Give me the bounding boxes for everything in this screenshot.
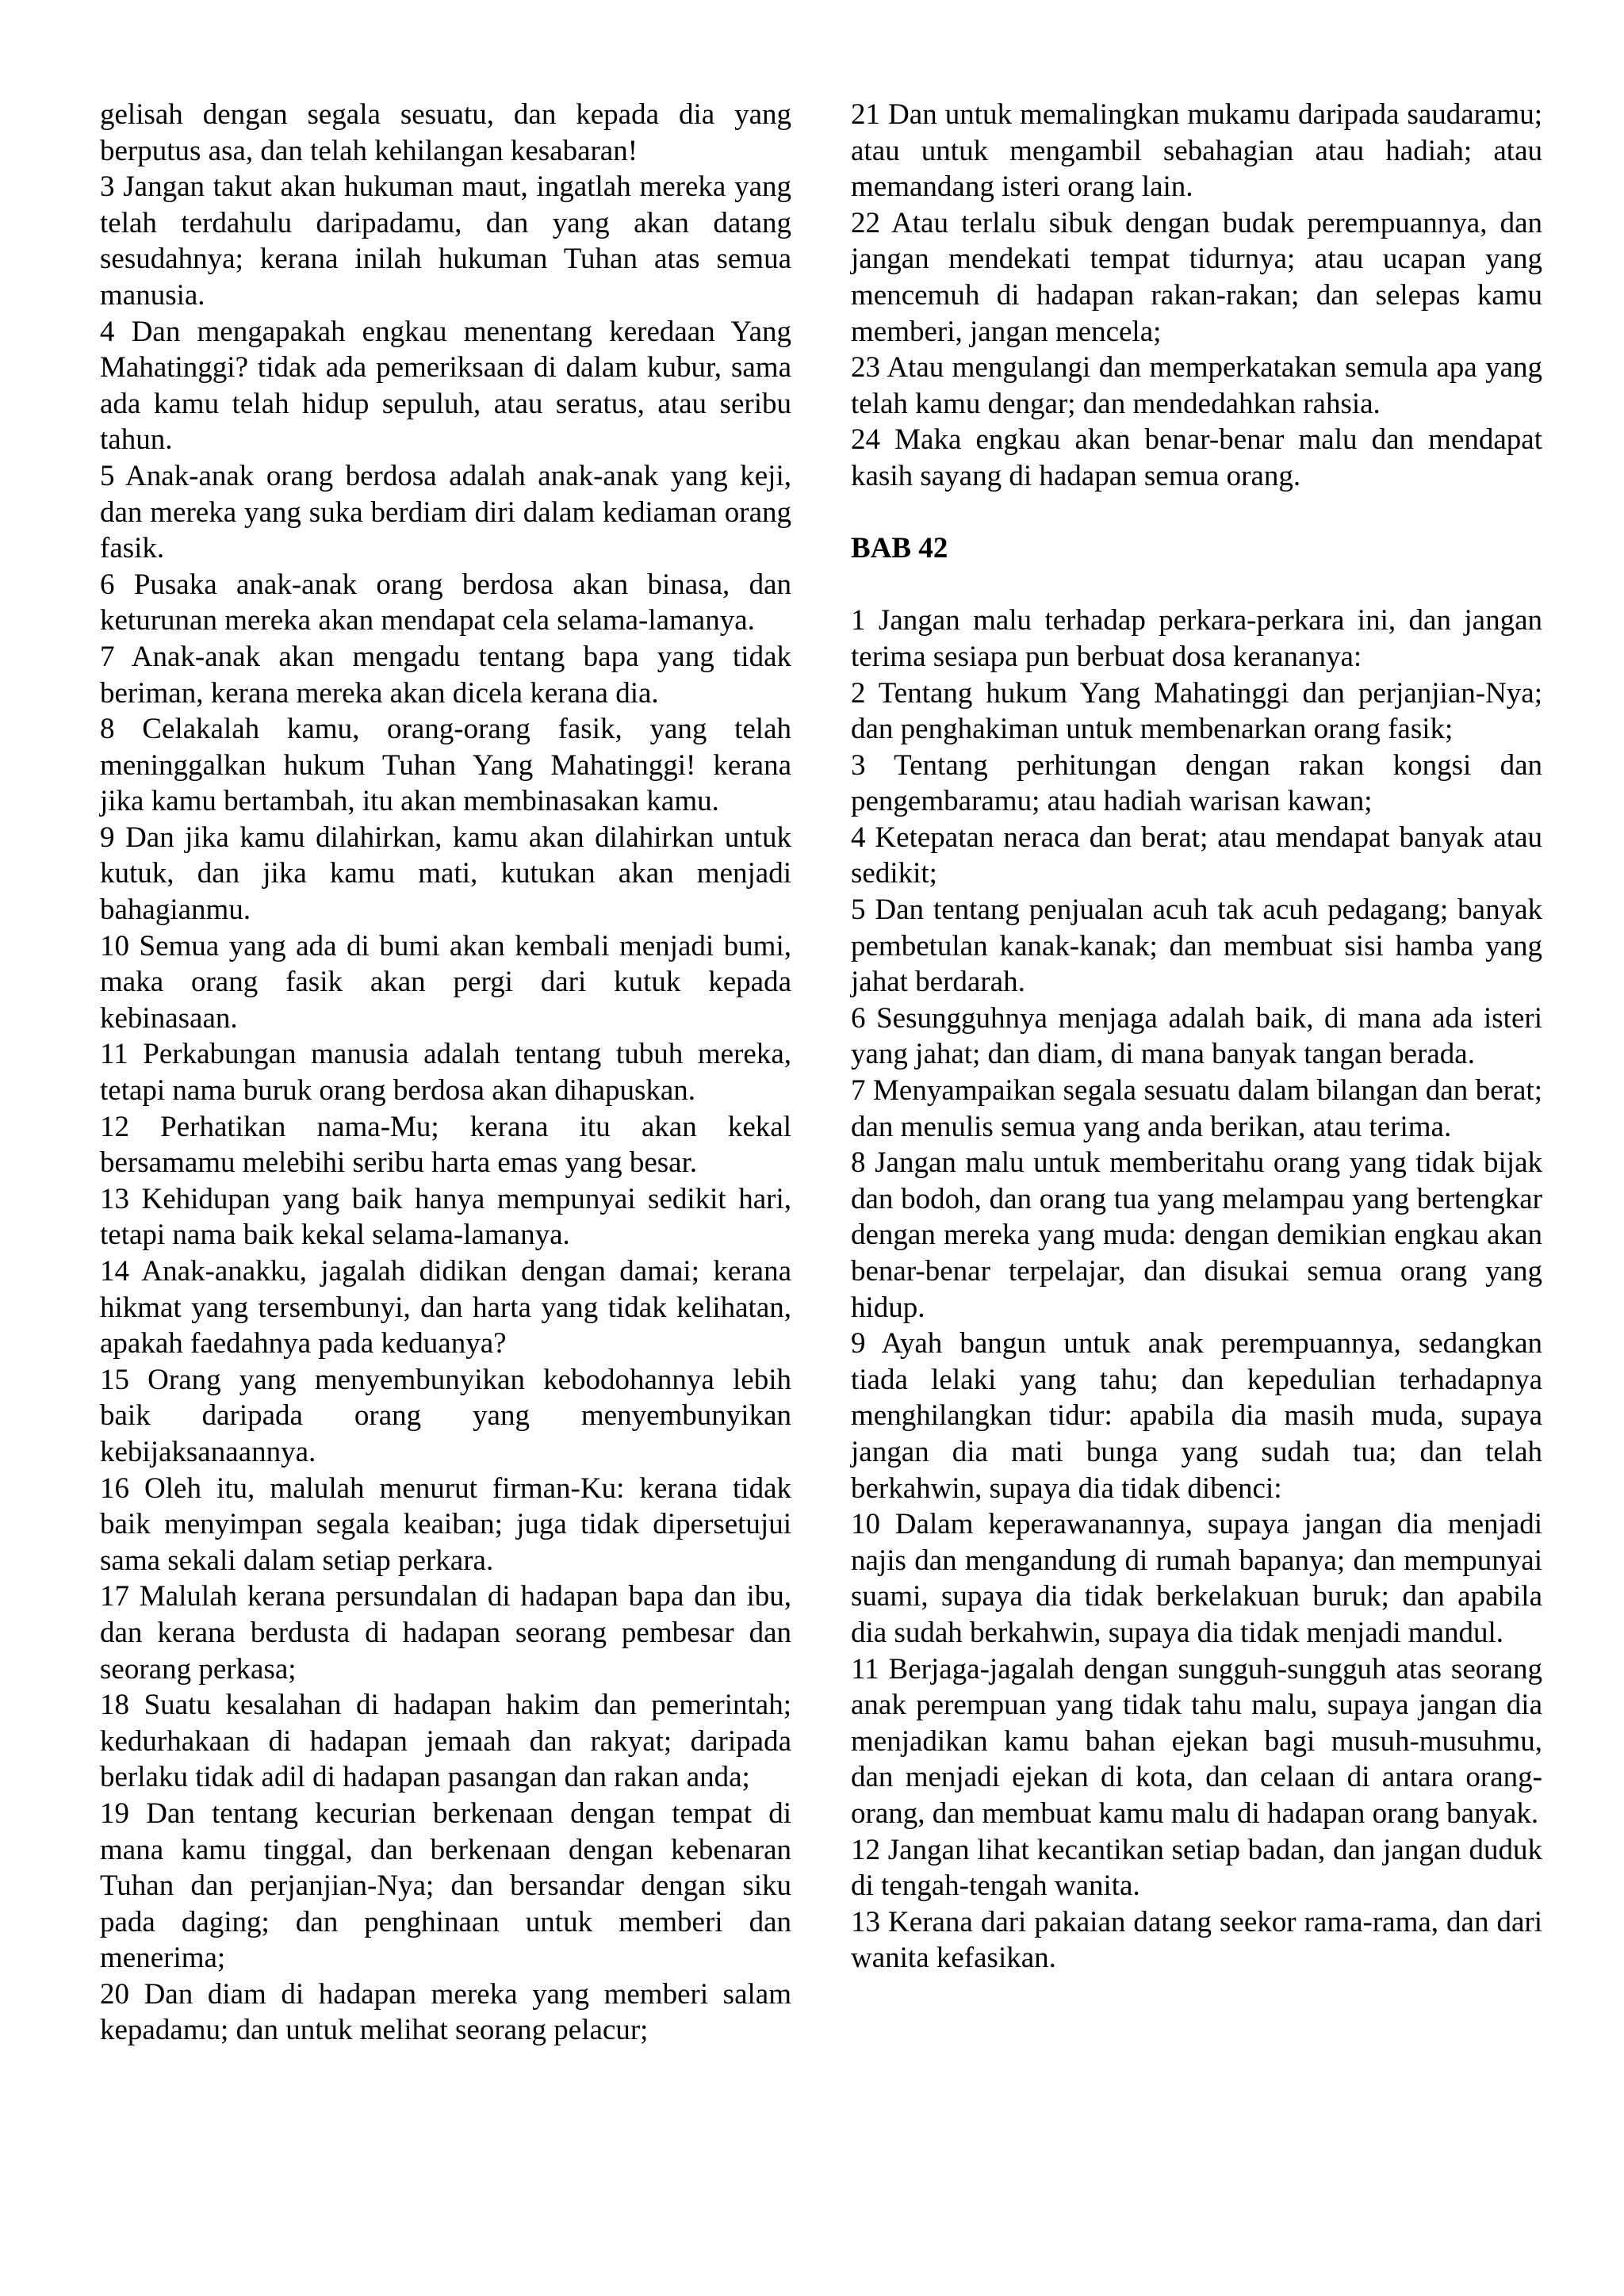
- chapter-heading: BAB 42: [851, 532, 948, 565]
- verse-42-1: 1 Jangan malu terhadap perkara-perkara ini, dan jangan terima sesiapa pun berbuat dosa kerananya:: [851, 604, 1542, 673]
- verse-41-10: 10 Semua yang ada di bumi akan kembali menjadi bumi, maka orang fasik akan pergi dari kutuk kepada kebinasaan.: [100, 929, 791, 1035]
- verse-42-5: 5 Dan tentang penjualan acuh tak acuh pedagang; banyak pembetulan kanak-kanak; dan membuat sisi hamba yang jahat berdarah.: [851, 894, 1542, 999]
- verse-42-3: 3 Tentang perhitungan dengan rakan kongsi dan pengembaramu; atau hadiah warisan kawan;: [851, 748, 1542, 818]
- verse-41-13: 13 Kehidupan yang baik hanya mempunyai sedikit hari, tetapi nama baik kekal selama-lamanya.: [100, 1182, 791, 1252]
- verse-continuation: gelisah dengan segala sesuatu, dan kepada dia yang berputus asa, dan telah kehilangan kesabaran!: [100, 98, 791, 167]
- verse-41-16: 16 Oleh itu, malulah menurut firman-Ku: kerana tidak baik menyimpan segala keaiban; juga tidak dipersetujui sama sekali dalam setiap perkara.: [100, 1471, 791, 1577]
- verse-41-9: 9 Dan jika kamu dilahirkan, kamu akan dilahirkan untuk kutuk, dan jika kamu mati, kutukan akan menjadi bahagianmu.: [100, 821, 791, 927]
- verse-41-12: 12 Perhatikan nama-Mu; kerana itu akan kekal bersamamu melebihi seribu harta emas yang besar.: [100, 1110, 791, 1180]
- verse-41-15: 15 Orang yang menyembunyikan kebodohannya lebih baik daripada orang yang menyembunyikan kebijaksanaannya.: [100, 1363, 791, 1468]
- verse-41-23: 23 Atau mengulangi dan memperkatakan semula apa yang telah kamu dengar; dan mendedahkan rahsia.: [851, 351, 1542, 420]
- verse-41-3: 3 Jangan takut akan hukuman maut, ingatlah mereka yang telah terdahulu daripadamu, dan yang akan datang sesudahnya; kerana inilah hukuman Tuhan atas semua manusia.: [100, 170, 791, 312]
- verse-41-11: 11 Perkabungan manusia adalah tentang tubuh mereka, tetapi nama buruk orang berdosa akan dihapuskan.: [100, 1038, 791, 1108]
- verse-41-5: 5 Anak-anak orang berdosa adalah anak-anak yang keji, dan mereka yang suka berdiam diri dalam kediaman orang fasik.: [100, 459, 791, 565]
- verse-42-4: 4 Ketepatan neraca dan berat; atau mendapat banyak atau sedikit;: [851, 821, 1542, 890]
- left-column: [100, 97, 791, 2049]
- verse-42-10: 10 Dalam keperawanannya, supaya jangan dia menjadi najis dan mengandung di rumah bapanya; dan mempunyai suami, supaya dia tidak berkelakuan buruk; dan apabila dia sudah berkahwin, supaya dia tidak menjadi mandul.: [851, 1508, 1542, 1649]
- verse-41-22: 22 Atau terlalu sibuk dengan budak perempuannya, dan jangan mendekati tempat tidurnya; atau ucapan yang mencemuh di hadapan rakan-rakan; dan selepas kamu memberi, jangan mencela;: [851, 206, 1542, 348]
- verse-41-8: 8 Celakalah kamu, orang-orang fasik, yang telah meninggalkan hukum Tuhan Yang Mahatinggi! kerana jika kamu bertambah, itu akan membinasakan kamu.: [100, 713, 791, 818]
- verse-41-19: 19 Dan tentang kecurian berkenaan dengan tempat di mana kamu tinggal, dan berkenaan dengan kebenaran Tuhan dan perjanjian-Nya; dan bersandar dengan siku pada daging; dan penghinaan untuk memberi dan menerima;: [100, 1797, 791, 1975]
- verse-41-14: 14 Anak-anakku, jagalah didikan dengan damai; kerana hikmat yang tersembunyi, dan harta yang tidak kelihatan, apakah faedahnya pada keduanya?: [100, 1255, 791, 1360]
- verse-41-7: 7 Anak-anak akan mengadu tentang bapa yang tidak beriman, kerana mereka akan dicela kerana dia.: [100, 640, 791, 710]
- verse-41-21: 21 Dan untuk memalingkan mukamu daripada saudaramu; atau untuk mengambil sebahagian atau hadiah; atau memandang isteri orang lain.: [851, 98, 1542, 204]
- verse-41-6: 6 Pusaka anak-anak orang berdosa akan binasa, dan keturunan mereka akan mendapat cela selama-lamanya.: [100, 568, 791, 637]
- verse-41-24: 24 Maka engkau akan benar-benar malu dan mendapat kasih sayang di hadapan semua orang.: [851, 423, 1542, 492]
- verse-41-17: 17 Malulah kerana persundalan di hadapan bapa dan ibu, dan kerana berdusta di hadapan seorang pembesar dan seorang perkasa;: [100, 1580, 791, 1686]
- verse-42-11: 11 Berjaga-jagalah dengan sungguh-sungguh atas seorang anak perempuan yang tidak tahu malu, supaya jangan dia menjadikan kamu bahan ejekan bagi musuh-musuhmu, dan menjadi ejekan di kota, dan celaan di antara orang-orang, dan membuat kamu malu di hadapan orang banyak.: [851, 1652, 1542, 1830]
- verse-42-7: 7 Menyampaikan segala sesuatu dalam bilangan dan berat; dan menulis semua yang anda berikan, atau terima.: [851, 1074, 1542, 1143]
- verse-41-4: 4 Dan mengapakah engkau menentang keredaan Yang Mahatinggi? tidak ada pemeriksaan di dalam kubur, sama ada kamu telah hidup sepuluh, atau seratus, atau seribu tahun.: [100, 315, 791, 457]
- verse-41-18: 18 Suatu kesalahan di hadapan hakim dan pemerintah; kedurhakaan di hadapan jemaah dan rakyat; daripada berlaku tidak adil di hadapan pasangan dan rakan anda;: [100, 1689, 791, 1794]
- verse-42-12: 12 Jangan lihat kecantikan setiap badan, dan jangan duduk di tengah-tengah wanita.: [851, 1833, 1542, 1903]
- verse-42-2: 2 Tentang hukum Yang Mahatinggi dan perjanjian-Nya; dan penghakiman untuk membenarkan orang fasik;: [851, 676, 1542, 746]
- verse-42-6: 6 Sesungguhnya menjaga adalah baik, di mana ada isteri yang jahat; dan diam, di mana banyak tangan berada.: [851, 1001, 1542, 1071]
- verse-42-8: 8 Jangan malu untuk memberitahu orang yang tidak bijak dan bodoh, dan orang tua yang melampau yang bertengkar dengan mereka yang muda: dengan demikian engkau akan benar-benar terpelajar, dan disukai semua orang yang hidup.: [851, 1146, 1542, 1324]
- verse-41-20: 20 Dan diam di hadapan mereka yang memberi salam kepadamu; dan untuk melihat seorang pelacur;: [100, 1977, 791, 2047]
- verse-42-13: 13 Kerana dari pakaian datang seekor rama-rama, dan dari wanita kefasikan.: [851, 1905, 1542, 1975]
- right-column: [851, 97, 1542, 1976]
- verse-42-9: 9 Ayah bangun untuk anak perempuannya, sedangkan tiada lelaki yang tahu; dan kepedulian terhadapnya menghilangkan tidur: apabila dia masih muda, supaya jangan dia mati bunga yang sudah tua; dan telah berkahwin, supaya dia tidak dibenci:: [851, 1327, 1542, 1505]
